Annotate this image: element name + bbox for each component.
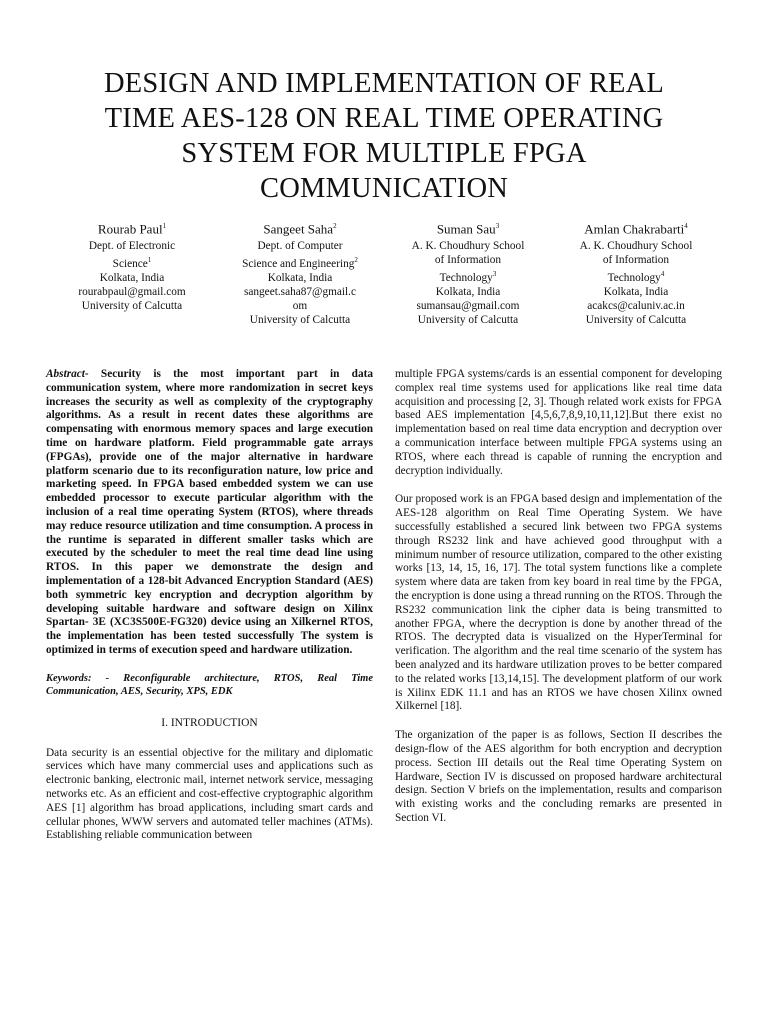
author-affiliation-line	[388, 299, 548, 313]
right-column	[395, 368, 722, 843]
affiliation-text: sangeet.saha87@gmail.c	[243, 286, 357, 299]
author-sup: 4	[684, 222, 688, 230]
affiliation-sup: 1	[147, 256, 152, 265]
author-affiliation-line	[52, 239, 212, 253]
author-affiliation-line	[220, 239, 380, 253]
author-affiliation-line	[52, 285, 212, 299]
title-line: SYSTEM FOR MULTIPLE FPGA	[181, 138, 587, 169]
abstract	[46, 368, 373, 658]
title-line: COMMUNICATION	[259, 173, 509, 204]
affiliation-text: Kolkata, India	[99, 272, 165, 285]
affiliation-text: om	[292, 300, 308, 313]
author-affiliation-line	[388, 285, 548, 299]
author-2	[220, 218, 380, 327]
author-affiliation-line	[556, 267, 716, 285]
title-line: TIME AES-128 ON REAL TIME OPERATING	[104, 103, 664, 134]
author-name-text: Amlan Chakrabarti	[584, 221, 685, 237]
affiliation-text: Science	[112, 258, 148, 271]
author-name	[52, 218, 212, 237]
affiliation-text: Kolkata, India	[267, 272, 333, 285]
affiliation-text: Kolkata, India	[603, 286, 669, 299]
author-affiliation-line	[52, 271, 212, 285]
affiliation-text: of Information	[602, 254, 670, 267]
paper-title	[46, 0, 722, 206]
author-sup: 1	[162, 222, 167, 230]
affiliation-text: University of Calcutta	[81, 300, 183, 313]
author-affiliation-line	[220, 271, 380, 285]
author-name-text: Rourab Paul	[97, 221, 163, 237]
author-3	[388, 218, 548, 327]
affiliation-text: Technology	[607, 272, 661, 285]
author-affiliation-line	[556, 253, 716, 267]
body-paragraph: Our proposed work is an FPGA based design and implementation of the AES-128 algorithm on Real Time Operating System. We have successfully established a secured link between two FPGA systems through RS232 link and have achieved good throughput with a minimum number of resource utilization, compared to the other existing works [13, 14, 15, 16, 17]. The total system functions like a complete system where data are taken from key board in real time by the FPGA, the encryption is done using a thread running on the RTOS. Through the RS232 communication link the cipher data is being transmitted to another FPGA, where the decryption is done by another thread of the RTOS. The decrypted data is visualized on the HyperTerminal for verification. The algorithm and the real time scenario of the system has been analyzed and its hardware utilization proves to be better compared to the related works [13,14,15]. The development platform of our work is Xilinx EDK 11.1 and has an RTOS we have chosen Xilinx owned Xilkernel [18].	[395, 493, 722, 713]
body-paragraph: multiple FPGA systems/cards is an essential component for developing complex real time systems used for applications like real time data acquisition and processing [2, 3]. Though related work exists for FPGA based AES implementation [4,5,6,7,8,9,10,11,12].But there exist no implementation based on real time data encryption and decryption over a communication interface between multiple FPGA systems using an RTOS, where each thread is capable of running the encryption and decryption individually.	[395, 368, 722, 477]
affiliation-text: of Information	[434, 254, 502, 267]
affiliation-text: Dept. of Electronic	[88, 240, 176, 253]
author-affiliation-line	[556, 299, 716, 313]
author-4	[556, 218, 716, 327]
affiliation-text: A. K. Choudhury School	[579, 240, 693, 253]
author-sup: 2	[333, 222, 337, 230]
body-columns	[46, 368, 722, 843]
affiliation-text: sumansau@gmail.com	[416, 300, 520, 313]
author-name	[556, 218, 716, 237]
affiliation-text: Dept. of Computer	[257, 240, 343, 253]
affiliation-text: University of Calcutta	[249, 314, 351, 327]
affiliation-text: Science and Engineering	[242, 258, 355, 271]
author-block	[46, 218, 722, 327]
intro-paragraph: Data security is an essential objective for the military and diplomatic services which have many commercial uses and applications such as electronic banking, electronic mail, internet network service, messaging networks etc. As an efficient and cost-effective cryptographic algorithm AES [1] algorithm has broad applications, including smart cards and cellular phones, WWW servers and automated teller machines (ATMs). Establishing reliable communication between	[46, 746, 373, 842]
affiliation-sup: 4	[660, 270, 665, 279]
abstract-text: Security is the most important part in data communication system, where more randomization in secret keys increases the security as well as complexity of the cryptography algorithms. As a result in recent dates these algorithms are compensating with enormous memory spaces and large execution time on hardware platform. Field programmable gate arrays (FPGAs), provide one of the major alternative in hardware platform scenario due to its reconfiguration nature, low price and marketing speed. In FPGA based embedded system we can use embedded processor to execute particular algorithm with the inclusion of a real time operating System (RTOS), where threads may reduce resource utilization and time consumption. A process in the runtime is separated in different smaller tasks which are executed by the scheduler to meet the real time dead line using RTOS. In this paper we demonstrate the design and implementation of a 128-bit Advanced Encryption Standard (AES) both symmetric key encryption and decryption algorithm by developing suitable hardware and software design on Xilinx Spartan- 3E (XC3S500E-FG320) device using an Xilkernel RTOS, the implementation has been tested successfully The system is optimized in terms of execution speed and hardware utilization.	[46, 368, 373, 657]
body-paragraph: The organization of the paper is as follows, Section II describes the design-flow of the AES algorithm for both encryption and decryption process. Section III details out the Real time Operating System on Hardware, Section IV is discussed on proposed hardware architectural design. Section V briefs on the implementation, results and comparison with existing works and the concluding remarks are presented in Section VI.	[395, 729, 722, 824]
affiliation-sup: 3	[492, 270, 497, 279]
affiliation-text: University of Calcutta	[417, 314, 519, 327]
author-affiliation-line	[388, 253, 548, 267]
affiliation-text: University of Calcutta	[585, 314, 687, 327]
affiliation-text: rourabpaul@gmail.com	[78, 286, 186, 299]
abstract-lead: Abstract-	[46, 368, 89, 381]
author-name-text: Suman Sau	[436, 221, 496, 237]
author-name-text: Sangeet Saha	[263, 221, 334, 237]
affiliation-text: Technology	[439, 272, 493, 285]
author-affiliation-line	[556, 285, 716, 299]
section-heading: I. INTRODUCTION	[161, 716, 258, 729]
author-affiliation-line	[388, 267, 548, 285]
author-1	[52, 218, 212, 327]
author-affiliation-line	[220, 299, 380, 313]
author-affiliation-line	[52, 299, 212, 313]
left-column	[46, 368, 373, 843]
affiliation-text: acakcs@caluniv.ac.in	[587, 300, 685, 313]
affiliation-text: A. K. Choudhury School	[411, 240, 525, 253]
author-affiliation-line	[556, 239, 716, 253]
author-affiliation-line	[388, 313, 548, 327]
author-affiliation-line	[220, 253, 380, 271]
author-name	[388, 218, 548, 237]
author-affiliation-line	[388, 239, 548, 253]
author-name	[220, 218, 380, 237]
author-sup: 3	[495, 222, 500, 230]
author-affiliation-line	[220, 313, 380, 327]
author-affiliation-line	[556, 313, 716, 327]
author-affiliation-line	[52, 253, 212, 271]
keywords: Keywords: - Reconfigurable architecture, RTOS, Real Time Communication, AES, Security, XPS, EDK	[46, 672, 373, 698]
affiliation-sup: 2	[354, 256, 358, 265]
affiliation-text: Kolkata, India	[435, 286, 501, 299]
author-affiliation-line	[220, 285, 380, 299]
title-line: DESIGN AND IMPLEMENTATION OF REAL	[103, 68, 665, 99]
